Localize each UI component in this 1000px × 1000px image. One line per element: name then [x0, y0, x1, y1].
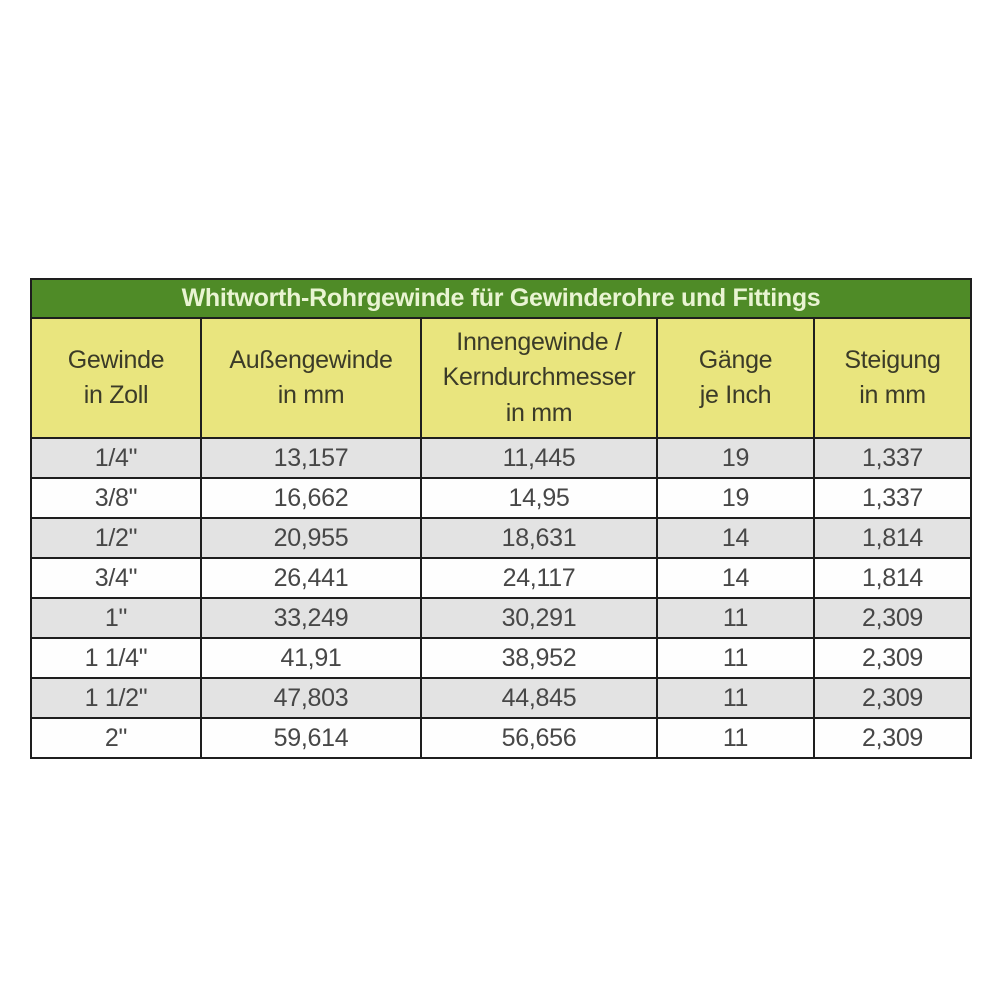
- table-cell: 11: [657, 718, 814, 758]
- table-row: [31, 478, 971, 518]
- table-cell: 41,91: [201, 638, 421, 678]
- table-cell: 30,291: [421, 598, 657, 638]
- table-cell: 1 1/2": [31, 678, 201, 718]
- table-cell: 14: [657, 518, 814, 558]
- table-cell: 26,441: [201, 558, 421, 598]
- table-row: [31, 438, 971, 478]
- table-cell: 2,309: [814, 718, 971, 758]
- table-cell: 19: [657, 438, 814, 478]
- table-row: [31, 598, 971, 638]
- table-cell: 1,814: [814, 518, 971, 558]
- table-cell: 33,249: [201, 598, 421, 638]
- table-cell: 11: [657, 638, 814, 678]
- table-cell: 11,445: [421, 438, 657, 478]
- table-cell: 1,337: [814, 478, 971, 518]
- table-cell: 14,95: [421, 478, 657, 518]
- table-cell: 1": [31, 598, 201, 638]
- table-cell: 3/8": [31, 478, 201, 518]
- table-body: [31, 438, 971, 758]
- table-cell: 20,955: [201, 518, 421, 558]
- table-cell: 11: [657, 678, 814, 718]
- table-row: [31, 638, 971, 678]
- table-cell: 3/4": [31, 558, 201, 598]
- table-cell: 59,614: [201, 718, 421, 758]
- table-cell: 1 1/4": [31, 638, 201, 678]
- table-row: [31, 518, 971, 558]
- table-title: Whitworth-Rohrgewinde für Gewinderohre und Fittings: [31, 279, 971, 318]
- table-cell: 2,309: [814, 678, 971, 718]
- table-cell: 56,656: [421, 718, 657, 758]
- table-cell: 44,845: [421, 678, 657, 718]
- table-cell: 1/2": [31, 518, 201, 558]
- table-cell: 16,662: [201, 478, 421, 518]
- column-header: Außengewinde in mm: [201, 318, 421, 438]
- column-header: Steigung in mm: [814, 318, 971, 438]
- table-cell: 13,157: [201, 438, 421, 478]
- title-row: [31, 279, 971, 318]
- table-cell: 1,814: [814, 558, 971, 598]
- table-cell: 1,337: [814, 438, 971, 478]
- table-row: [31, 558, 971, 598]
- table-cell: 24,117: [421, 558, 657, 598]
- header-row: [31, 318, 971, 438]
- column-header: Gänge je Inch: [657, 318, 814, 438]
- table-cell: 2": [31, 718, 201, 758]
- table-cell: 19: [657, 478, 814, 518]
- table-cell: 1/4": [31, 438, 201, 478]
- table-cell: 18,631: [421, 518, 657, 558]
- table-cell: 2,309: [814, 598, 971, 638]
- table-cell: 11: [657, 598, 814, 638]
- table-cell: 2,309: [814, 638, 971, 678]
- whitworth-thread-table: [30, 278, 972, 759]
- table-cell: 14: [657, 558, 814, 598]
- column-header: Gewinde in Zoll: [31, 318, 201, 438]
- table-row: [31, 678, 971, 718]
- table-cell: 47,803: [201, 678, 421, 718]
- table-row: [31, 718, 971, 758]
- table-cell: 38,952: [421, 638, 657, 678]
- column-header: Innengewinde / Kerndurchmesser in mm: [421, 318, 657, 438]
